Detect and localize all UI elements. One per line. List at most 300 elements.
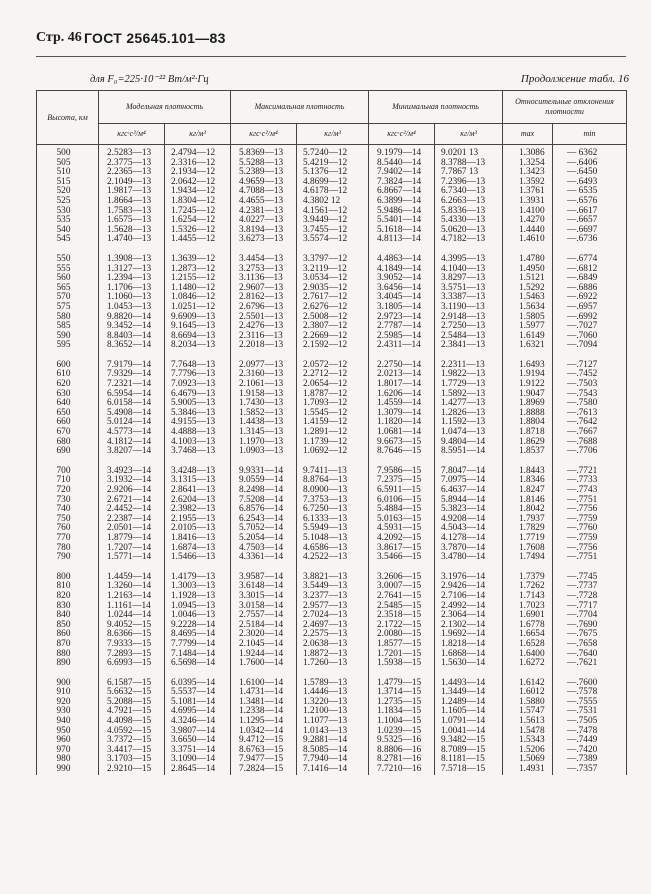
cell-max-kg: 4.2522—13 xyxy=(297,553,369,563)
cell-max-kg: 1.0143—13 xyxy=(297,727,369,737)
cell-min-kg: 7.2396—13 xyxy=(435,178,503,188)
cell-model-kgs: 1.2394—13 xyxy=(99,274,165,284)
cell-max-kgs: 3.0158—14 xyxy=(231,602,297,612)
cell-min-kgs: 5.5401—14 xyxy=(369,216,435,226)
cell-min-kg: 1.5630—14 xyxy=(435,659,503,669)
header-rule xyxy=(36,56,626,57)
table-row xyxy=(37,447,627,457)
cell-min-kg: 4.5043—14 xyxy=(435,524,503,534)
cell-min-kg: 6.4637—14 xyxy=(435,486,503,496)
cell-rel-min: —.7478 xyxy=(553,727,627,737)
cell-max-kgs: 5.2389—13 xyxy=(231,168,297,178)
cell-model-kgs: 2.2387—14 xyxy=(99,515,165,525)
cell-rel-max: 1.7379 xyxy=(503,573,553,583)
cell-height: 950 xyxy=(37,727,99,737)
cell-min-kgs: 2.7787—14 xyxy=(369,322,435,332)
cell-model-kgs: 3.7372—15 xyxy=(99,736,165,746)
cell-max-kg: 5.4219—12 xyxy=(297,159,369,169)
cell-min-kg: 1.8218—14 xyxy=(435,640,503,650)
cell-max-kgs: 4.7503—14 xyxy=(231,544,297,554)
cell-max-kgs: 3.2753—13 xyxy=(231,265,297,275)
cell-rel-min: —.6774 xyxy=(553,255,627,265)
cell-min-kg: 2.4992—14 xyxy=(435,602,503,612)
cell-min-kgs: 8.7646—15 xyxy=(369,447,435,457)
cell-min-kgs: 4.4863—14 xyxy=(369,255,435,265)
cell-model-kgs: 1.3260—14 xyxy=(99,582,165,592)
cell-max-kgs: 1.3481—14 xyxy=(231,698,297,708)
cell-rel-max: 1.4950 xyxy=(503,265,553,275)
cell-model-kgs: 2.4452—14 xyxy=(99,505,165,515)
cell-min-kgs: 5.4884—15 xyxy=(369,505,435,515)
table-continuation-label: Продолжение табл. 16 xyxy=(520,73,629,85)
cell-max-kg: 1.2100—13 xyxy=(297,707,369,717)
cell-min-kgs: 2.7641—15 xyxy=(369,592,435,602)
cell-rel-min: —.6617 xyxy=(553,207,627,217)
cell-max-kgs: 3.3015—14 xyxy=(231,592,297,602)
cell-rel-max: 1.5977 xyxy=(503,322,553,332)
cell-rel-max: 1.6149 xyxy=(503,332,553,342)
cell-model-kgs: 4.0592—15 xyxy=(99,727,165,737)
cell-max-kgs: 4.9659—13 xyxy=(231,178,297,188)
table-row xyxy=(37,341,627,351)
cell-height: 900 xyxy=(37,679,99,689)
cell-rel-max: 1.7829 xyxy=(503,524,553,534)
cell-model-kg: 1.4179—13 xyxy=(165,573,231,583)
cell-rel-min: —.7503 xyxy=(553,380,627,390)
cell-max-kgs: 4.0227—13 xyxy=(231,216,297,226)
cell-rel-min: —.7531 xyxy=(553,707,627,717)
cell-height: 830 xyxy=(37,602,99,612)
cell-height: 810 xyxy=(37,582,99,592)
cell-model-kgs: 4.7921—15 xyxy=(99,707,165,717)
cell-min-kg: 1.7729—13 xyxy=(435,380,503,390)
cell-max-kgs: 1.9158—13 xyxy=(231,390,297,400)
unit-kgs-min: кгс·с²/м⁴ xyxy=(369,124,435,145)
cell-min-kgs: 7.9586—15 xyxy=(369,467,435,477)
cell-model-kg: 4.6995—14 xyxy=(165,707,231,717)
cell-rel-max: 1.8969 xyxy=(503,399,553,409)
cell-height: 860 xyxy=(37,630,99,640)
cell-model-kgs: 4.4098—15 xyxy=(99,717,165,727)
cell-min-kg: 1.4277—13 xyxy=(435,399,503,409)
cell-model-kgs: 3.8207—14 xyxy=(99,447,165,457)
cell-max-kgs: 2.0977—13 xyxy=(231,361,297,371)
cell-height: 570 xyxy=(37,293,99,303)
cell-rel-min: —.7027 xyxy=(553,322,627,332)
cell-max-kgs: 2.1045—14 xyxy=(231,640,297,650)
cell-model-kgs: 4.5773—14 xyxy=(99,428,165,438)
cell-max-kg: 3.8821—13 xyxy=(297,573,369,583)
unit-kgs-max: кгс·с²/м⁴ xyxy=(231,124,297,145)
cell-rel-min: —.7389 xyxy=(553,755,627,765)
cell-min-kg: 2.3064—14 xyxy=(435,611,503,621)
cell-min-kg: 9.3482—15 xyxy=(435,736,503,746)
cell-min-kg: 1.2826—13 xyxy=(435,409,503,419)
cell-rel-max: 1.7262 xyxy=(503,582,553,592)
cell-rel-min: — 6535 xyxy=(553,187,627,197)
cell-model-kgs: 6.0158—14 xyxy=(99,399,165,409)
cell-height: 700 xyxy=(37,467,99,477)
cell-max-kgs: 2.8162—13 xyxy=(231,293,297,303)
cell-max-kg: 2.3807—12 xyxy=(297,322,369,332)
cell-min-kg: 3.4780—14 xyxy=(435,553,503,563)
cell-model-kg: 2.1934—12 xyxy=(165,168,231,178)
cell-model-kg: 3.9807—14 xyxy=(165,727,231,737)
cell-model-kg: 7.7799—14 xyxy=(165,640,231,650)
cell-height: 630 xyxy=(37,390,99,400)
cell-rel-min: —.6657 xyxy=(553,216,627,226)
cell-model-kg: 2.6204—13 xyxy=(165,496,231,506)
cell-model-kgs: 1.8779—14 xyxy=(99,534,165,544)
cell-height: 590 xyxy=(37,332,99,342)
cell-height: 525 xyxy=(37,197,99,207)
cell-max-kg: 3.5449—13 xyxy=(297,582,369,592)
cell-rel-max: 1.8888 xyxy=(503,409,553,419)
cell-max-kgs: 1.2338—14 xyxy=(231,707,297,717)
cell-height: 565 xyxy=(37,284,99,294)
cell-max-kg: 4.3802 12 xyxy=(297,197,369,207)
cell-model-kgs: 1.5628—13 xyxy=(99,226,165,236)
cell-rel-min: —.7756 xyxy=(553,505,627,515)
cell-max-kgs: 3.6148—14 xyxy=(231,582,297,592)
cell-model-kgs: 2.0501—14 xyxy=(99,524,165,534)
cell-max-kg: 9.2881—14 xyxy=(297,736,369,746)
cell-model-kg: 5.5537—14 xyxy=(165,688,231,698)
cell-rel-max: 1.3423 xyxy=(503,168,553,178)
table-row xyxy=(37,659,627,669)
cell-model-kg: 1.1928—13 xyxy=(165,592,231,602)
cell-rel-min: —.7706 xyxy=(553,447,627,457)
cell-model-kg: 2.3316—12 xyxy=(165,159,231,169)
cell-rel-max: 1.5121 xyxy=(503,274,553,284)
cell-rel-min: —.7060 xyxy=(553,332,627,342)
cell-min-kg: 3.3387—13 xyxy=(435,293,503,303)
cell-min-kg: 3.1976—14 xyxy=(435,573,503,583)
cell-max-kg: 2.9577—13 xyxy=(297,602,369,612)
cell-model-kg: 3.7468—13 xyxy=(165,447,231,457)
cell-height: 515 xyxy=(37,178,99,188)
cell-model-kg: 1.5466—13 xyxy=(165,553,231,563)
cell-max-kg: 2.0572—12 xyxy=(297,361,369,371)
cell-max-kgs: 2.7557—14 xyxy=(231,611,297,621)
cell-rel-min: —.7452 xyxy=(553,370,627,380)
cell-model-kgs: 2.5283—13 xyxy=(99,145,165,159)
cell-rel-min: —.7580 xyxy=(553,399,627,409)
cell-rel-max: 1.6654 xyxy=(503,630,553,640)
cell-min-kg: 8.7089—15 xyxy=(435,746,503,756)
cell-height: 850 xyxy=(37,621,99,631)
cell-rel-min: —.7751 xyxy=(553,553,627,563)
cell-rel-min: —.6406 xyxy=(553,159,627,169)
cell-rel-max: 1.4780 xyxy=(503,255,553,265)
cell-min-kg: 2.7106—14 xyxy=(435,592,503,602)
cell-rel-min: —.6493 xyxy=(553,178,627,188)
cell-max-kg: 8.0900—13 xyxy=(297,486,369,496)
cell-min-kgs: 2.2750—14 xyxy=(369,361,435,371)
cell-max-kg: 2.0654—12 xyxy=(297,380,369,390)
cell-max-kgs: 2.3160—13 xyxy=(231,370,297,380)
cell-height: 820 xyxy=(37,592,99,602)
cell-min-kg: 8.1181—15 xyxy=(435,755,503,765)
cell-rel-min: —.7555 xyxy=(553,698,627,708)
cell-min-kgs: 1.8577—15 xyxy=(369,640,435,650)
cell-max-kg: 4.1561—12 xyxy=(297,207,369,217)
cell-min-kg: 3.1190—13 xyxy=(435,303,503,313)
cell-max-kg: 2.6276—12 xyxy=(297,303,369,313)
cell-rel-min: —.7543 xyxy=(553,390,627,400)
cell-rel-min: —.6886 xyxy=(553,284,627,294)
cell-min-kgs: 1.0239—15 xyxy=(369,727,435,737)
cell-max-kg: 1.8872—13 xyxy=(297,650,369,660)
cell-min-kg: 7.0975—14 xyxy=(435,476,503,486)
cell-model-kgs: 7.2321—14 xyxy=(99,380,165,390)
cell-min-kgs: 1.4559—14 xyxy=(369,399,435,409)
cell-min-kgs: 1.5938—15 xyxy=(369,659,435,669)
cell-model-kgs: 3.1932—14 xyxy=(99,476,165,486)
cell-model-kgs: 5.4908—14 xyxy=(99,409,165,419)
cell-rel-min: —.6849 xyxy=(553,274,627,284)
unit-kg-model: кг/м³ xyxy=(165,124,231,145)
cell-max-kgs: 1.0903—13 xyxy=(231,447,297,457)
cell-model-kgs: 4.1812—14 xyxy=(99,438,165,448)
cell-min-kgs: 2.5485—15 xyxy=(369,602,435,612)
cell-max-kg: 1.7260—13 xyxy=(297,659,369,669)
cell-rel-min: —.7759 xyxy=(553,534,627,544)
cell-max-kg: 1.7093—12 xyxy=(297,399,369,409)
cell-max-kgs: 9.9331—14 xyxy=(231,467,297,477)
cell-max-kgs: 4.3361—14 xyxy=(231,553,297,563)
cell-min-kgs: 1.0681—14 xyxy=(369,428,435,438)
cell-max-kg: 1.5789—13 xyxy=(297,679,369,689)
cell-rel-max: 1.8042 xyxy=(503,505,553,515)
cell-model-kg: 1.0046—13 xyxy=(165,611,231,621)
cell-rel-min: —.6450 xyxy=(553,168,627,178)
cell-min-kgs: 5.0163—15 xyxy=(369,515,435,525)
cell-min-kg: 8.3788—13 xyxy=(435,159,503,169)
standard-number: ГОСТ 25645.101—83 xyxy=(84,30,226,46)
cell-rel-max: 1.3761 xyxy=(503,187,553,197)
cell-max-kg: 3.0534—12 xyxy=(297,274,369,284)
cell-max-kg: 3.9449—12 xyxy=(297,216,369,226)
cell-height: 510 xyxy=(37,168,99,178)
cell-model-kgs: 6.1587—15 xyxy=(99,679,165,689)
cell-model-kg: 7.7648—13 xyxy=(165,361,231,371)
cell-max-kg: 1.3220—13 xyxy=(297,698,369,708)
cell-min-kg: 1.1592—13 xyxy=(435,418,503,428)
cell-model-kgs: 8.3652—14 xyxy=(99,341,165,351)
cell-height: 540 xyxy=(37,226,99,236)
cell-height: 720 xyxy=(37,486,99,496)
cell-min-kg: 4.7182—13 xyxy=(435,235,503,245)
cell-model-kg: 1.9434—12 xyxy=(165,187,231,197)
cell-rel-min: —.7640 xyxy=(553,650,627,660)
cell-max-kg: 5.7240—12 xyxy=(297,145,369,159)
cell-rel-min: —.6922 xyxy=(553,293,627,303)
cell-model-kg: 3.6650—14 xyxy=(165,736,231,746)
cell-model-kgs: 1.2163—14 xyxy=(99,592,165,602)
cell-max-kgs: 1.1295—14 xyxy=(231,717,297,727)
cell-min-kg: 7.8047—14 xyxy=(435,467,503,477)
cell-height: 840 xyxy=(37,611,99,621)
cell-height: 660 xyxy=(37,418,99,428)
cell-min-kg: 2.9148—13 xyxy=(435,313,503,323)
cell-max-kgs: 7.2824—15 xyxy=(231,765,297,775)
cell-max-kgs: 3.1136—13 xyxy=(231,274,297,284)
cell-max-kg: 1.8787—12 xyxy=(297,390,369,400)
cell-model-kgs: 7.9333—15 xyxy=(99,640,165,650)
cell-height: 560 xyxy=(37,274,99,284)
cell-min-kg: 2.1302—14 xyxy=(435,621,503,631)
cell-model-kgs: 1.1706—13 xyxy=(99,284,165,294)
cell-min-kgs: 2.0080—15 xyxy=(369,630,435,640)
cell-height: 500 xyxy=(37,145,99,159)
cell-model-kg: 1.5326—12 xyxy=(165,226,231,236)
cell-min-kg: 7.5718—15 xyxy=(435,765,503,775)
cell-min-kgs: 3.1805—14 xyxy=(369,303,435,313)
cell-rel-min: —.6736 xyxy=(553,235,627,245)
cell-rel-max: 1.9122 xyxy=(503,380,553,390)
cell-max-kgs: 4.4655—13 xyxy=(231,197,297,207)
cell-height: 910 xyxy=(37,688,99,698)
cell-max-kg: 4.8699—12 xyxy=(297,178,369,188)
cell-model-kg: 8.6694—13 xyxy=(165,332,231,342)
cell-model-kg: 5.9005—13 xyxy=(165,399,231,409)
cell-model-kg: 9.2228—14 xyxy=(165,621,231,631)
cell-model-kg: 6.4679—13 xyxy=(165,390,231,400)
cell-model-kg: 4.1003—13 xyxy=(165,438,231,448)
cell-model-kg: 3.4248—13 xyxy=(165,467,231,477)
col-header-relative: Относительные отклонения плотности xyxy=(503,91,627,124)
cell-rel-max: 1.4100 xyxy=(503,207,553,217)
cell-max-kg: 2.4697—13 xyxy=(297,621,369,631)
cell-max-kgs: 2.6796—13 xyxy=(231,303,297,313)
cell-model-kgs: 1.3908—13 xyxy=(99,255,165,265)
cell-rel-max: 1.6493 xyxy=(503,361,553,371)
cell-min-kgs: 3.9052—14 xyxy=(369,274,435,284)
cell-model-kgs: 1.7583—13 xyxy=(99,207,165,217)
cell-rel-max: 1.9194 xyxy=(503,370,553,380)
cell-rel-max: 1.3592 xyxy=(503,178,553,188)
cell-model-kg: 5.1081—14 xyxy=(165,698,231,708)
cell-model-kgs: 1.1060—13 xyxy=(99,293,165,303)
cell-min-kg: 2.7250—13 xyxy=(435,322,503,332)
cell-rel-min: —.7613 xyxy=(553,409,627,419)
cell-min-kgs: 1.6206—14 xyxy=(369,390,435,400)
cell-model-kgs: 7.9329—14 xyxy=(99,370,165,380)
cell-rel-max: 1.7494 xyxy=(503,553,553,563)
cell-min-kg: 7.7867 13 xyxy=(435,168,503,178)
cell-max-kgs: 1.3145—13 xyxy=(231,428,297,438)
cell-max-kg: 1.0692—12 xyxy=(297,447,369,457)
cell-min-kgs: 2.4311—14 xyxy=(369,341,435,351)
cell-rel-max: 1.6528 xyxy=(503,640,553,650)
table-condition: для F₀=225·10⁻²² Вт/м²·Гц xyxy=(90,74,209,85)
cell-max-kgs: 9.4712—15 xyxy=(231,736,297,746)
cell-min-kg: 3.5751—13 xyxy=(435,284,503,294)
cell-min-kgs: 1.7201—15 xyxy=(369,650,435,660)
cell-min-kg: 6.2663—13 xyxy=(435,197,503,207)
cell-min-kg: 1.0474—13 xyxy=(435,428,503,438)
cell-max-kg: 3.2119—12 xyxy=(297,265,369,275)
cell-min-kg: 6.7340—13 xyxy=(435,187,503,197)
cell-height: 505 xyxy=(37,159,99,169)
cell-max-kg: 4.6586—13 xyxy=(297,544,369,554)
cell-rel-min: —.6957 xyxy=(553,303,627,313)
cell-model-kg: 1.2155—12 xyxy=(165,274,231,284)
cell-height: 880 xyxy=(37,650,99,660)
cell-max-kgs: 7.9477—15 xyxy=(231,755,297,765)
cell-height: 970 xyxy=(37,746,99,756)
cell-model-kg: 1.0251—12 xyxy=(165,303,231,313)
cell-max-kgs: 4.7088—13 xyxy=(231,187,297,197)
cell-rel-max: 1.7608 xyxy=(503,544,553,554)
cell-max-kgs: 2.3116—13 xyxy=(231,332,297,342)
cell-rel-min: —.6697 xyxy=(553,226,627,236)
cell-height: 890 xyxy=(37,659,99,669)
cell-min-kg: 1.2489—14 xyxy=(435,698,503,708)
cell-min-kgs: 4.2092—15 xyxy=(369,534,435,544)
cell-rel-max: 1.5880 xyxy=(503,698,553,708)
cell-min-kg: 1.9822—13 xyxy=(435,370,503,380)
cell-min-kgs: 2.0213—14 xyxy=(369,370,435,380)
cell-min-kgs: 9.1979—14 xyxy=(369,145,435,159)
cell-min-kg: 2.9426—14 xyxy=(435,582,503,592)
cell-max-kgs: 2.3020—14 xyxy=(231,630,297,640)
cell-max-kg: 4.6178—12 xyxy=(297,187,369,197)
cell-model-kgs: 2.3775—13 xyxy=(99,159,165,169)
cell-rel-min: —.6992 xyxy=(553,313,627,323)
cell-max-kg: 2.7617—12 xyxy=(297,293,369,303)
cell-min-kgs: 1.3714—15 xyxy=(369,688,435,698)
cell-max-kg: 6.7250—13 xyxy=(297,505,369,515)
cell-max-kgs: 9.0559—14 xyxy=(231,476,297,486)
cell-max-kgs: 1.1970—13 xyxy=(231,438,297,448)
cell-model-kg: 9.6909—13 xyxy=(165,313,231,323)
cell-max-kg: 2.0638—13 xyxy=(297,640,369,650)
density-table xyxy=(36,90,627,775)
cell-min-kgs: 5.1618—14 xyxy=(369,226,435,236)
cell-model-kgs: 6.6993—15 xyxy=(99,659,165,669)
cell-max-kgs: 1.6100—14 xyxy=(231,679,297,689)
cell-rel-max: 1.6142 xyxy=(503,679,553,689)
cell-model-kg: 1.6874—13 xyxy=(165,544,231,554)
cell-min-kg: 8.5951—14 xyxy=(435,447,503,457)
cell-min-kg: 9.0201 13 xyxy=(435,145,503,159)
cell-min-kg: 1.5892—13 xyxy=(435,390,503,400)
cell-rel-min: — 6362 xyxy=(553,145,627,159)
cell-height: 940 xyxy=(37,717,99,727)
cell-min-kg: 4.3995—13 xyxy=(435,255,503,265)
cell-min-kg: 2.5484—13 xyxy=(435,332,503,342)
cell-model-kgs: 1.8664—13 xyxy=(99,197,165,207)
cell-model-kgs: 3.4417—15 xyxy=(99,746,165,756)
cell-max-kgs: 3.9587—14 xyxy=(231,573,297,583)
cell-max-kg: 3.2377—13 xyxy=(297,592,369,602)
cell-min-kgs: 6.8667—14 xyxy=(369,187,435,197)
cell-rel-max: 1.3254 xyxy=(503,159,553,169)
cell-rel-min: —.7658 xyxy=(553,640,627,650)
cell-height: 800 xyxy=(37,573,99,583)
cell-rel-max: 1.8804 xyxy=(503,418,553,428)
cell-model-kg: 9.1645—13 xyxy=(165,322,231,332)
cell-min-kgs: 9.6673—15 xyxy=(369,438,435,448)
cell-rel-max: 1.5343 xyxy=(503,736,553,746)
cell-height: 670 xyxy=(37,428,99,438)
cell-min-kgs: 3.4045—14 xyxy=(369,293,435,303)
cell-max-kg: 3.3797—12 xyxy=(297,255,369,265)
cell-max-kg: 6.1333—13 xyxy=(297,515,369,525)
cell-rel-min: —.7621 xyxy=(553,659,627,669)
